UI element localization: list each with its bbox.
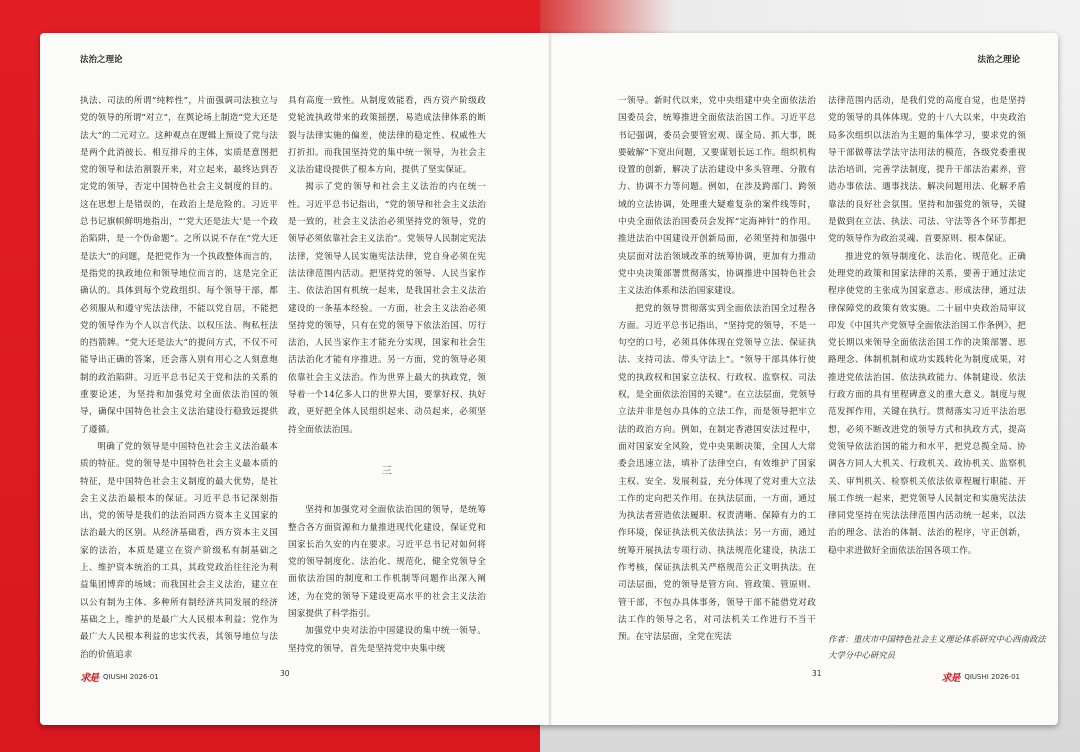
paragraph: 揭示了党的领导和社会主义法治的内在统一性。习近平总书记指出，“党的领导和社会主义法治是一致的，社会主义法治必须坚持党的领导，党的领导必须依靠社会主义法治”。党领导人民制定宪法法律，党领导人民实施宪法法律，党自身必须在宪法法律范围内活动。把坚持党的领导、人民当家作主、依法治国有机统一起来，是我国社会主义法治建设的一条基本经验。一方面，社会主义法治必须坚持党的领导，只有在党的领导下依法治国、厉行法治，人民当家作主才能充分实现，国家和社会生活法治化才能有序推进。另一方面，党的领导必须依靠社会主义法治。作为世界上最大的执政党，领导着一个14亿多人口的世界大国，要掌好权、执好政，更好把全体人民组织起来、动员起来，必须坚持全面依法治国。 — [288, 182, 486, 435]
issue-label: QIUSHI 2026·01 — [103, 672, 159, 681]
paragraph: 推进党的领导制度化、法治化、规范化。正确处理党的政策和国家法律的关系，要善于通过法定程序使党的主张成为国家意志、形成法律，通过法律保障党的政策有效实施。二十届中央政治局审议印发《中国共产党领导全面依法治国工作条例》，把党长期以来领导全面依法治国工作的决策部署、思路理念、体制机制和成功实践转化为制度成果，对推进党依法治国、依法执政能力、体制建设、依法行政方面的具有里程碑意义的重大意义。制度与规范发挥作用，关键在执行。贯彻落实习近平法治思想，必须不断改进党的领导方式和执政方式，提高党领导依法治国的能力和水平，把党总揽全局、协调各方同人大机关、行政机关、政协机关、监察机关、审判机关、检察机关依法依章程履行职能、开展工作统一起来，把党领导人民制定和实施宪法法律同党坚持在宪法法律范围内活动统一起来，以法治的理念、法治的体制、法治的程序，守正创新，稳中求进做好全面依法治国各项工作。 — [828, 251, 1026, 556]
paragraph: 明确了党的领导是中国特色社会主义法治最本质的特征。党的领导是中国特色社会主义最本质的特征，是中国特色社会主义制度的最大优势，是社会主义法治最根本的保证。习近平总书记深刻指出，党的领导是我们的法治同西方资本主义国家的法治最大的区别。从经济基础看，西方资本主义国家的法治，本质是建立在资产阶级私有制基础之上、维护资本统治的工具，其政党政治往往沦为利益集团博弈的场域；而我国社会主义法治，建立在以公有制为主体、多种所有制经济共同发展的经济基础之上，维护的是最广大人民根本利益；党作为最广大人民根本利益的忠实代表，其领导地位与法治的价值追求 — [80, 441, 278, 660]
paragraph: 执法、司法的所谓“纯粹性”，片面强调司法独立与党的领导的所谓“对立”，在舆论场上制造“党大还是法大”的二元对立。这种观点在逻辑上预设了党与法是两个此消彼长、相互排斥的主体，实质是意图把党的领导和法治割裂开来，对立起来，最终达到否定党的领导，否定中国特色社会主义制度的目的。这在思想上是错误的，在政治上是危险的。习近平总书记旗帜鲜明地指出，“‘党大还是法大’是一个政治陷阱，是一个伪命题”。之所以说不存在“党大还是法大”的问题，是把党作为一个执政整体而言的，是指党的执政地位和领导地位而言的，这是完全正确认的。具体到每个党政组织、每个领导干部，都必须服从和遵守宪法法律，不能以党自居，不能把党的领导作为个人以言代法、以权压法、徇私枉法的挡箭牌。“党大还是法大”的提问方式，不仅不可能导出正确的答案，还会落入别有用心之人刻意炮制的政治陷阱。习近平总书记关于党和法的关系的重要论述，为坚持和加强党对全面依法治国的领导，确保中国特色社会主义法治建设行稳致远提供了遵循。 — [80, 96, 278, 435]
text-column-2 — [288, 93, 486, 661]
page-number-right: 31 — [812, 669, 822, 678]
text-column-3 — [618, 93, 816, 661]
page-gutter — [548, 33, 552, 725]
left-footer — [80, 669, 159, 684]
text-column-4 — [828, 93, 1026, 627]
paragraph: 一领导。新时代以来，党中央组建中央全面依法治国委员会，统筹推进全面依法治国工作。习近平总书记强调，委员会要管宏观、谋全局、抓大事，既要破解“下宽出问题，又要谋划长远工作。组织机构设置的创新，解决了法治建设中多头管理、分散有力、协调不力等问题。例如，在涉及跨部门、跨领域的立法协调，处理重大疑难复杂的案件线等时，中央全面依法治国委员会发挥“定海神针”的作用。推进法治中国建设开创新局面，必须坚持和加强中央层面对法治领域改革的统筹协调，更加有力推动党中央决策部署贯彻落实，协调推进中国特色社会主义法治体系和法治国家建设。 — [618, 96, 816, 297]
right-footer — [941, 669, 1020, 684]
text-column-1 — [80, 93, 278, 661]
author-note: 作者：重庆市中国特色社会主义理论体系研究中心西南政法大学分中心研究员 — [828, 634, 1046, 660]
column-2-body — [288, 93, 486, 439]
right-running-head: 法治之理论 — [977, 55, 1020, 65]
paragraph: 法律范围内活动，是我们党的高度自觉，也是坚持党的领导的具体体现。党的十八大以来，中央政治局多次组织以法治为主题的集体学习，要求党的领导干部做尊法学法守法用法的模范，各级党委重视法治培训，完善学法制度，提升干部法治素养，营造办事依法、遇事找法、解决问题用法、化解矛盾靠法的良好社会氛围。坚持和加强党的领导，关键是做到在立法、执法、司法、守法等各个环节都把党的领导作为政治灵魂、首要原则、根本保证。 — [828, 96, 1026, 245]
qiushi-logo: 求是 — [941, 673, 960, 684]
issue-label: QIUSHI 2026·01 — [964, 672, 1020, 681]
page-number-left: 30 — [280, 669, 290, 678]
paragraph: 加强党中央对法治中国建设的集中统一领导。坚持党的领导，首先是坚持党中央集中统 — [288, 626, 486, 654]
qiushi-logo: 求是 — [80, 673, 98, 684]
paragraph: 坚持和加强党对全面依法治国的领导，是统筹整合各方面资源和力量推进现代化建设，保证党和国家长治久安的内在要求。习近平总书记对如何将党的领导制度化、法治化、规范化，健全党领导全面依法治国的制度和工作机制等问题作出深入阐述，为在党的领导下建设更高水平的社会主义法治国家提供了科学指引。 — [288, 505, 486, 620]
magazine-spread — [40, 33, 1058, 725]
column-2-lower-body — [288, 502, 486, 658]
paragraph: 把党的领导贯彻落实到全面依法治国全过程各方面。习近平总书记指出，“坚持党的领导，不是一句空的口号，必须具体体现在党领导立法、保证执法、支持司法、带头守法上”。“领导干部具体行使党的执政权和国家立法权、行政权、监察权、司法权，是全面依法治国的关键”。在立法层面，党领导立法并非是包办具体的立法工作，而是领导把牢立法的政治方向。例如，在制定香港国安法过程中，面对国家安全风险，党中央果断决策，全国人大常委会迅速立法，填补了法律空白，有效维护了国家主权、安全、发展利益，充分体现了党对重大立法工作的定向把关作用。在执法层面，一方面，通过为执法者营造依法履职、权责清晰、保障有力的工作环境，保证执法机关依法执法；另一方面，通过统筹开展执法专项行动、执法规范化建设，执法工作考核，保证执法机关严格规范公正文明执法。在司法层面，党的领导是管方向、管政策、管原则、管干部，不包办具体事务，领导干部不能借党对政法工作的领导之名，对司法机关工作进行不当干预。在守法层面，全党在宪法 — [618, 303, 816, 643]
paragraph: 具有高度一致性。从制度效能看，西方资产阶级政党轮流执政带来的政策摇摆，易造成法律体系的断裂与法律实施的偏差，使法律的稳定性、权威性大打折扣。而我国坚持党的集中统一领导，为社会主义法治建设提供了根本方向，提供了坚实保证。 — [288, 96, 486, 176]
section-number: 三 — [381, 465, 393, 477]
left-running-head: 法治之理论 — [80, 55, 123, 65]
